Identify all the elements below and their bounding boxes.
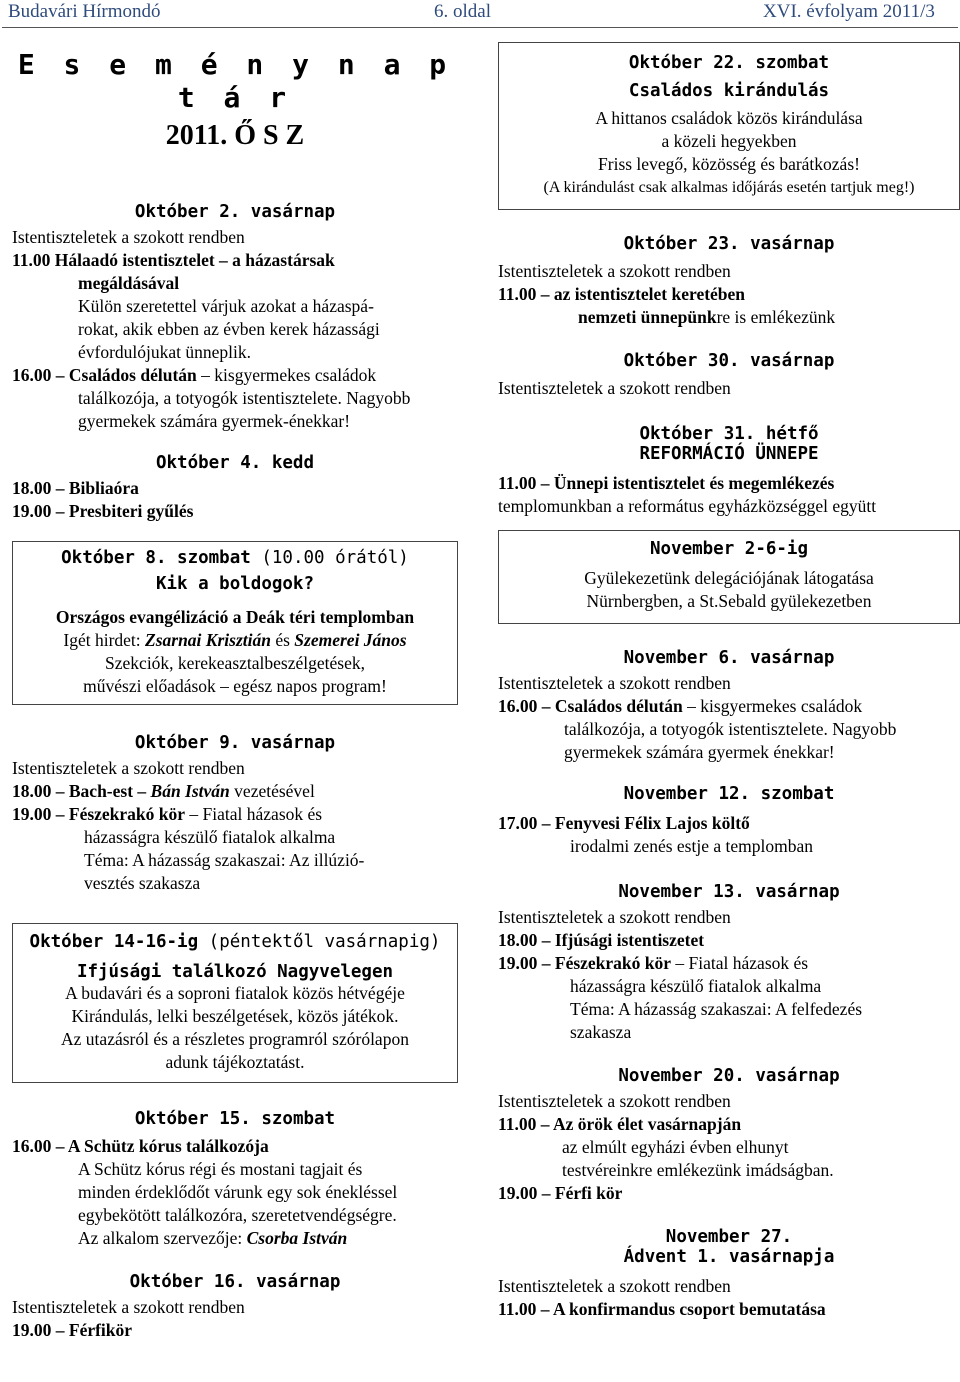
event-nov27 (498, 1227, 960, 1321)
event-line: Istentiszteletek a szokott rendben (498, 1091, 731, 1111)
event-line: 19.00 – Fészekrakó kör (498, 953, 672, 973)
event-line: 11.00 – Ünnepi istentisztelet és megemlékezés (498, 473, 835, 493)
event-oct4 (12, 453, 458, 523)
event-subtitle: Ádvent 1. vasárnapja (623, 1247, 835, 1267)
event-nov2-box (498, 530, 960, 624)
event-oct9 (12, 733, 458, 895)
event-line: Istentiszteletek a szokott rendben (498, 378, 731, 398)
page-header (0, 0, 960, 28)
event-subtitle: Kik a boldogok? (155, 574, 315, 594)
event-line: művészi előadások – egész napos program! (83, 676, 387, 696)
event-line: testvéreinkre emlékezünk imádságban. (562, 1160, 834, 1180)
event-line: Istentiszteletek a szokott rendben (498, 673, 731, 693)
event-line: vesztés szakasza (84, 873, 201, 893)
event-line: Téma: A házasság szakaszai: Az illúzió- (84, 850, 365, 870)
event-oct14-box (12, 923, 458, 1083)
event-line: 16.00 – A Schütz kórus találkozója (12, 1136, 269, 1156)
event-subtitle: REFORMÁCIÓ ÜNNEPE (639, 444, 819, 464)
event-line: re is emlékezünk (716, 307, 836, 327)
event-line: Külön szeretettel várjuk azokat a házaspá- (78, 296, 374, 316)
publication-name: Budavári Hírmondó (8, 1, 161, 22)
event-line: 17.00 – Fenyvesi Félix Lajos költő (498, 813, 750, 833)
event-heading: November 20. vasárnap (618, 1066, 840, 1086)
event-line: A budavári és a soproni fiatalok közös hétvégéje (65, 983, 405, 1003)
event-line: 16.00 – Családos délután (12, 365, 197, 385)
event-line: 11.00 – az istentisztelet keretében (498, 284, 746, 304)
event-line: – Fiatal házasok és (185, 804, 323, 824)
event-line: vezetésével (229, 781, 315, 801)
event-oct22-box (498, 42, 960, 210)
event-line: adunk tájékoztatást. (165, 1052, 305, 1072)
event-line: Országos evangélizáció a Deák téri templomban (55, 607, 415, 627)
event-line: A hittanos családok közös kirándulása (595, 108, 863, 128)
event-heading: November 2-6-ig (649, 539, 809, 559)
event-line: és (270, 630, 295, 650)
event-oct2 (12, 202, 458, 433)
header-rule (2, 27, 958, 28)
event-line: Az utazásról és a részletes programról szórólapon (61, 1029, 409, 1049)
speaker-name: Szemerei János (294, 630, 407, 650)
event-heading: November 6. vasárnap (623, 648, 835, 668)
event-nov20 (498, 1066, 960, 1205)
event-line: szakasza (570, 1022, 632, 1042)
event-heading-note: (péntektől vasárnapig) (198, 932, 441, 952)
event-heading: Október 14-16-ig (29, 932, 199, 952)
event-line: egybekötött találkozóra, szeretetvendégségre. (78, 1205, 397, 1225)
event-heading: Október 22. szombat (628, 53, 830, 73)
event-heading: Október 8. szombat (61, 548, 251, 568)
event-heading: November 13. vasárnap (618, 882, 840, 902)
event-oct8-box (12, 541, 458, 705)
event-line: házasságra készülő fiatalok alkalma (570, 976, 822, 996)
event-line: 19.00 – Férfi kör (498, 1183, 623, 1203)
left-column (12, 34, 458, 1342)
event-line: évfordulójukat ünneplik. (78, 342, 252, 362)
event-line: Istentiszteletek a szokott rendben (12, 758, 245, 778)
event-line: a közeli hegyekben (661, 131, 797, 151)
event-line: megáldásával (78, 273, 180, 293)
event-oct16 (12, 1272, 458, 1342)
event-heading: Október 4. kedd (155, 453, 315, 473)
event-nov12 (498, 784, 960, 858)
event-line: Kirándulás, lelki beszélgetések, közös játékok. (71, 1006, 399, 1026)
event-line: Istentiszteletek a szokott rendben (498, 261, 731, 281)
event-line: Istentiszteletek a szokott rendben (498, 907, 731, 927)
event-line: rokat, akik ebben az évben kerek házassági (78, 319, 380, 339)
event-line: Istentiszteletek a szokott rendben (498, 1276, 731, 1296)
event-line: – kisgyermekes családok (196, 365, 377, 385)
event-heading: November 12. szombat (623, 784, 835, 804)
event-line: Istentiszteletek a szokott rendben (12, 1297, 245, 1317)
speaker-name: Zsarnai Krisztián (145, 630, 271, 650)
event-oct30 (498, 351, 960, 400)
event-line: A Schütz kórus régi és mostani tagjait és (78, 1159, 363, 1179)
page-title: E s e m é n y n a p t á r (17, 48, 453, 114)
event-line: – Fiatal házasok és (671, 953, 809, 973)
event-line: 16.00 – Családos délután (498, 696, 683, 716)
event-heading: November 27. (665, 1227, 793, 1247)
event-heading: Október 23. vasárnap (623, 234, 835, 254)
event-line: 19.00 – Férfikör (12, 1320, 133, 1340)
event-oct31 (498, 424, 960, 518)
event-line: (A kirándulást csak alkalmas időjárás esetén tartjuk meg!) (543, 179, 915, 196)
event-nov13 (498, 882, 960, 1044)
event-line: 11.00 – Az örök élet vasárnapján (498, 1114, 742, 1134)
volume-info: XVI. évfolyam 2011/3 (763, 1, 935, 22)
event-line: nemzeti ünnepünk (578, 307, 717, 327)
event-line: 11.00 – A konfirmandus csoport bemutatása (498, 1299, 826, 1319)
event-heading: Október 2. vasárnap (134, 202, 336, 222)
event-line: Istentiszteletek a szokott rendben (12, 227, 245, 247)
event-heading: Október 9. vasárnap (134, 733, 336, 753)
event-line: Igét hirdet: (63, 630, 146, 650)
event-line: találkozója, a totyogók istentisztelete. Nagyobb (78, 388, 411, 408)
event-nov6 (498, 648, 960, 764)
page-subtitle: 2011. Ő S Z (165, 120, 305, 151)
event-line: találkozója, a totyogók istentisztelete. Nagyobb (564, 719, 897, 739)
event-line: minden érdeklődőt várunk egy sok énekléssel (78, 1182, 398, 1202)
event-line: Az alkalom szervezője: (78, 1228, 247, 1248)
event-line: Friss levegő, közösség és barátkozás! (598, 154, 860, 174)
event-heading: Október 15. szombat (134, 1109, 336, 1129)
event-line: 18.00 – Ifjúsági istentiszetet (498, 930, 705, 950)
event-line: 18.00 – Bach-est – (12, 781, 151, 801)
event-line: az elmúlt egyházi évben elhunyt (562, 1137, 789, 1157)
event-subtitle: Ifjúsági találkozó Nagyvelegen (76, 962, 394, 982)
event-heading: Október 30. vasárnap (623, 351, 835, 371)
event-line: 19.00 – Fészekrakó kör (12, 804, 186, 824)
event-line: 18.00 – Bibliaóra (12, 478, 139, 498)
event-line: Nürnbergben, a St.Sebald gyülekezetben (586, 591, 872, 611)
event-heading: Október 31. hétfő (639, 424, 819, 444)
organizer-name: Csorba István (246, 1228, 348, 1248)
page-number: 6. oldal (434, 1, 491, 22)
event-line: 19.00 – Presbiteri gyűlés (12, 501, 194, 521)
event-line: gyermekek számára gyermek énekkar! (564, 742, 835, 762)
event-line: irodalmi zenés estje a templomban (570, 836, 813, 856)
event-heading-note: (10.00 órától) (250, 548, 409, 568)
event-oct23 (498, 234, 960, 329)
event-subtitle: Családos kirándulás (628, 81, 830, 101)
right-column (498, 42, 960, 1321)
event-heading: Október 16. vasárnap (129, 1272, 341, 1292)
event-line: Téma: A házasság szakaszai: A felfedezés (570, 999, 863, 1019)
event-line: 11.00 Hálaadó istentisztelet – a házastársak (12, 250, 335, 270)
performer-name: Bán István (150, 781, 230, 801)
event-line: Szekciók, kerekeasztalbeszélgetések, (105, 653, 365, 673)
event-line: házasságra készülő fiatalok alkalma (84, 827, 336, 847)
event-line: gyermekek számára gyermek-énekkar! (78, 411, 351, 431)
event-line: Gyülekezetünk delegációjának látogatása (584, 568, 874, 588)
event-line: templomunkban a református egyházközséggel együtt (498, 496, 877, 516)
event-oct15 (12, 1109, 458, 1250)
event-line: – kisgyermekes családok (682, 696, 863, 716)
